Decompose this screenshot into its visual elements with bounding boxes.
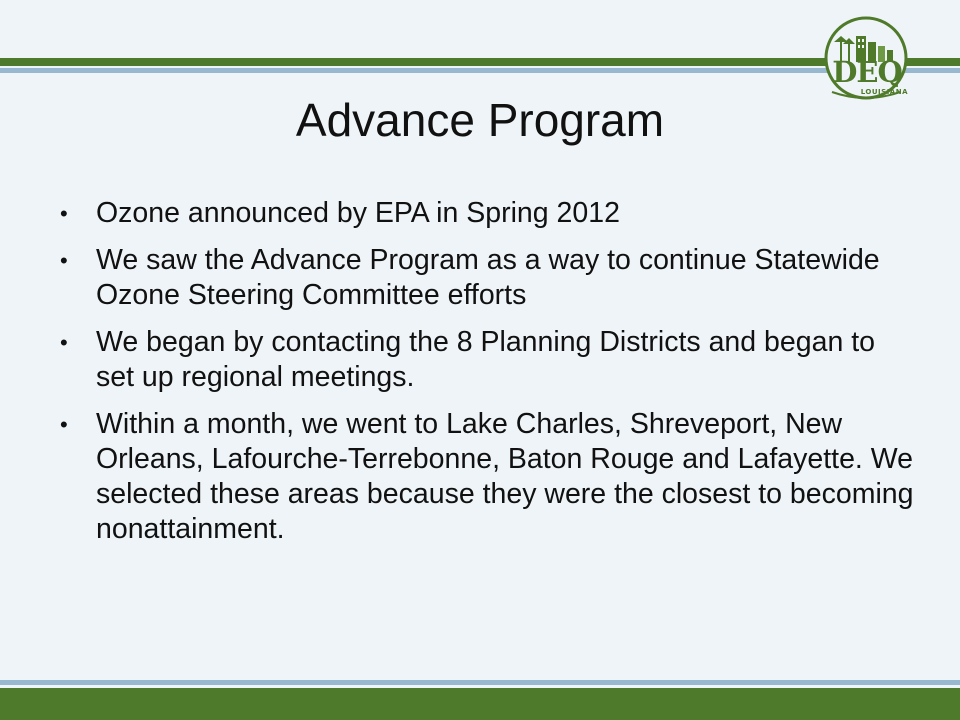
- bullet-text: Ozone announced by EPA in Spring 2012: [96, 197, 620, 229]
- bullet-text: Within a month, we went to Lake Charles, Shreveport, New Orleans, Lafourche-Terrebonne, Baton Rouge and Lafayette. We selected these areas because they were the closest to becoming nonattainment.: [96, 408, 914, 545]
- bottom-blue-stripe: [0, 680, 960, 685]
- bullet-text: We began by contacting the 8 Planning Districts and began to set up regional meetings.: [96, 326, 875, 393]
- logo-subtext: LOUISIANA: [860, 88, 908, 96]
- bottom-green-stripe: [0, 688, 960, 720]
- bullet-icon: •: [60, 412, 68, 437]
- logo-text: DEQ: [832, 55, 902, 89]
- bullet-item: [60, 196, 920, 231]
- bullet-text: We saw the Advance Program as a way to continue Statewide Ozone Steering Committee efforts: [96, 244, 880, 311]
- bullet-item: [60, 243, 920, 313]
- slide-title: Advance Program: [295, 94, 665, 146]
- bullet-icon: •: [60, 330, 68, 355]
- top-blue-stripe: [0, 68, 960, 73]
- bullet-list: [60, 196, 920, 559]
- bullet-item: [60, 325, 920, 395]
- bullet-icon: •: [60, 248, 68, 273]
- top-green-stripe: [0, 58, 960, 66]
- bullet-icon: •: [60, 201, 68, 226]
- bullet-item: [60, 407, 920, 547]
